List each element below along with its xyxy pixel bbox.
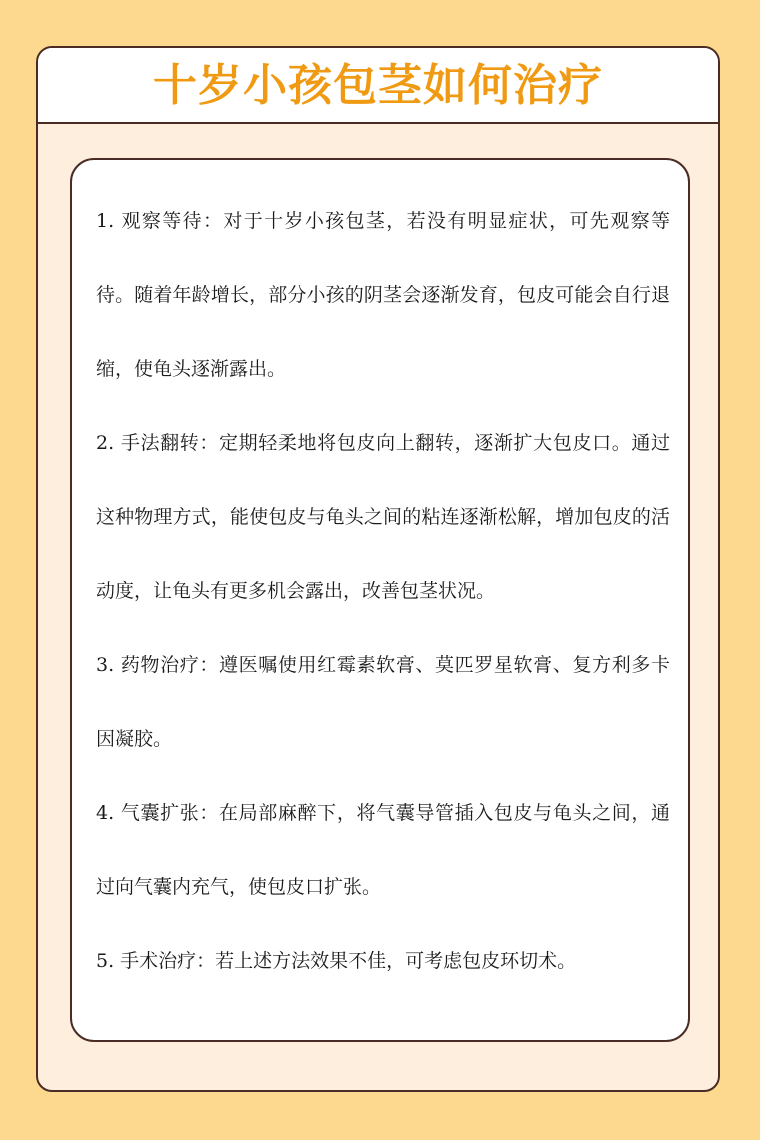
outer-card bbox=[36, 46, 720, 1092]
list-item-3 bbox=[96, 628, 670, 776]
list-item-number: 1. bbox=[96, 210, 115, 232]
list-item-4 bbox=[96, 776, 670, 924]
list-item-1 bbox=[96, 184, 670, 406]
list-item-5 bbox=[96, 924, 670, 998]
list-item-number: 5. bbox=[96, 950, 115, 972]
list-item-2 bbox=[96, 406, 670, 628]
list-item-text: 观察等待：对于十岁小孩包茎，若没有明显症状，可先观察等待。随着年龄增长，部分小孩的阴茎会逐渐发育，包皮可能会自行退缩，使龟头逐渐露出。 bbox=[96, 210, 670, 380]
list-item-text: 药物治疗：遵医嘱使用红霉素软膏、莫匹罗星软膏、复方利多卡因凝胶。 bbox=[96, 654, 670, 750]
content-list bbox=[96, 184, 670, 998]
list-item-text: 气囊扩张：在局部麻醉下，将气囊导管插入包皮与龟头之间，通过向气囊内充气，使包皮口扩张。 bbox=[96, 802, 670, 898]
page-title: 十岁小孩包茎如何治疗 bbox=[153, 60, 603, 111]
list-item-number: 2. bbox=[96, 432, 115, 454]
title-bar bbox=[38, 48, 718, 124]
list-item-number: 3. bbox=[96, 654, 115, 676]
content-card bbox=[70, 158, 690, 1042]
list-item-text: 手术治疗：若上述方法效果不佳，可考虑包皮环切术。 bbox=[114, 950, 577, 972]
list-item-number: 4. bbox=[96, 802, 115, 824]
list-item-text: 手法翻转：定期轻柔地将包皮向上翻转，逐渐扩大包皮口。通过这种物理方式，能使包皮与龟头之间的粘连逐渐松解，增加包皮的活动度，让龟头有更多机会露出，改善包茎状况。 bbox=[96, 432, 670, 602]
